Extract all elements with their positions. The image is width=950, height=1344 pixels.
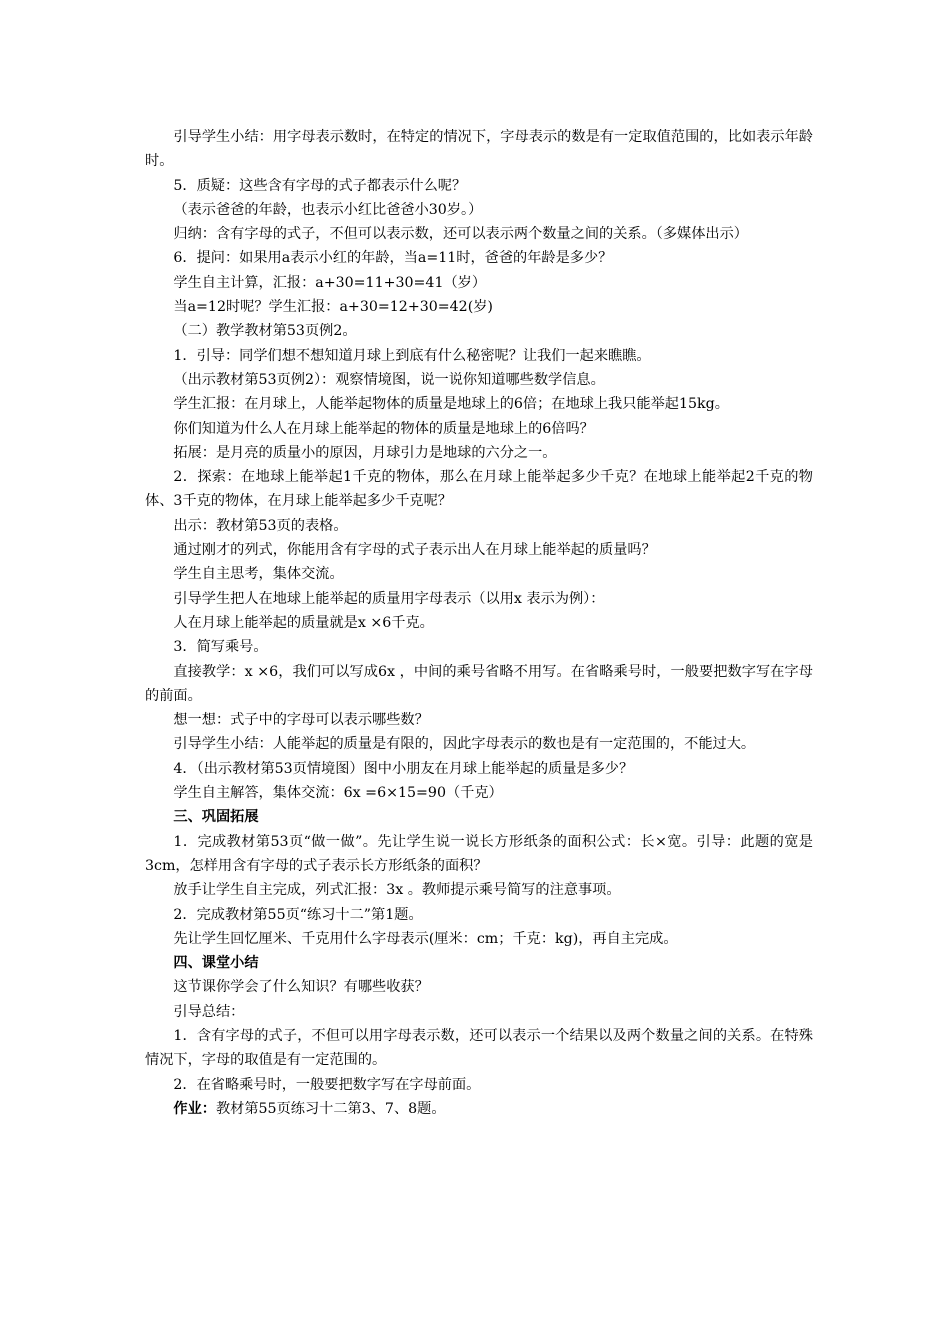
body-paragraph: 学生自主解答，集体交流：6x =6×15=90（千克） [173, 785, 503, 802]
section-heading: 四、课堂小结 [173, 955, 259, 972]
body-paragraph: 学生汇报：在月球上，人能举起物体的质量是地球上的6倍；在地球上我只能举起15kg。 [173, 396, 729, 413]
body-paragraph: （表示爸爸的年龄，也表示小红比爸爸小30岁。） [173, 201, 483, 218]
body-paragraph: 1．引导：同学们想不想知道月球上到底有什么秘密呢？让我们一起来瞧瞧。 [173, 347, 651, 364]
body-paragraph: （出示教材第53页例2）：观察情境图，说一说你知道哪些数学信息。 [173, 371, 605, 388]
body-paragraph: 这节课你学会了什么知识？有哪些收获？ [173, 979, 429, 996]
body-paragraph: 放手让学生自主完成，列式汇报：3x 。教师提示乘号简写的注意事项。 [173, 882, 621, 899]
body-paragraph: 2．在省略乘号时，一般要把数字写在字母前面。 [173, 1076, 481, 1093]
body-paragraph: 3．简写乘号。 [173, 639, 268, 656]
body-paragraph: 拓展：是月亮的质量小的原因，月球引力是地球的六分之一。 [173, 444, 557, 461]
document-body [145, 125, 813, 1097]
body-paragraph: 1．完成教材第53页“做一做”。先让学生说一说长方形纸条的面积公式：长×宽。引导：此题的宽是3cm，怎样用含有字母的式子表示长方形纸条的面积？ [145, 833, 813, 874]
body-paragraph: 当a=12时呢？学生汇报：a+30=12+30=42(岁) [173, 299, 493, 316]
body-paragraph: 1．含有字母的式子，不但可以用字母表示数，还可以表示一个结果以及两个数量之间的关系。在特殊情况下，字母的取值是有一定范围的。 [145, 1027, 813, 1069]
body-paragraph: 引导学生把人在地球上能举起的质量用字母表示（以用x 表示为例）： [173, 590, 605, 607]
body-paragraph: 6．提问：如果用a表示小红的年龄，当a=11时，爸爸的年龄是多少？ [173, 250, 613, 267]
body-paragraph: 直接教学：x ×6，我们可以写成6x ，中间的乘号省略不用写。在省略乘号时，一般要把数字写在字母的前面。 [145, 663, 813, 704]
body-paragraph: 出示：教材第53页的表格。 [173, 517, 348, 534]
body-paragraph: 学生自主思考，集体交流。 [173, 566, 344, 583]
body-paragraph: 人在月球上能举起的质量就是x ×6千克。 [173, 614, 434, 631]
body-paragraph: 想一想：式子中的字母可以表示哪些数？ [173, 712, 429, 729]
body-paragraph: 引导学生小结：用字母表示数时，在特定的情况下，字母表示的数是有一定取值范围的，比如表示年龄时。 [145, 129, 813, 170]
body-paragraph: 2．探索：在地球上能举起1千克的物体，那么在月球上能举起多少千克？在地球上能举起2千克的物体、3千克的物体，在月球上能举起多少千克呢？ [145, 469, 813, 510]
body-paragraph: 2．完成教材第55页“练习十二”第1题。 [173, 906, 423, 923]
section-heading: 三、巩固拓展 [173, 809, 259, 826]
homework-paragraph [145, 1097, 813, 1121]
homework-text: 教材第55页练习十二第3、7、8题。 [215, 1100, 446, 1117]
document-page [145, 125, 813, 1121]
body-paragraph: （二）教学教材第53页例2。 [173, 323, 357, 340]
body-paragraph: 4．（出示教材第53页情境图）图中小朋友在月球上能举起的质量是多少？ [173, 760, 634, 777]
body-paragraph: 先让学生回忆厘米、千克用什么字母表示(厘米：cm；千克：kg)，再自主完成。 [173, 930, 678, 947]
body-paragraph: 通过刚才的列式，你能用含有字母的式子表示出人在月球上能举起的质量吗？ [173, 542, 656, 559]
body-paragraph: 引导学生小结：人能举起的质量是有限的，因此字母表示的数也是有一定范围的，不能过大。 [173, 736, 756, 753]
homework-label: 作业： [173, 1100, 216, 1117]
body-paragraph: 你们知道为什么人在月球上能举起的物体的质量是地球上的6倍吗？ [173, 420, 594, 437]
body-paragraph: 学生自主计算，汇报：a+30=11+30=41（岁） [173, 274, 487, 291]
body-paragraph: 5．质疑：这些含有字母的式子都表示什么呢？ [173, 177, 467, 194]
body-paragraph: 引导总结： [173, 1003, 245, 1020]
body-paragraph: 归纳：含有字母的式子，不但可以表示数，还可以表示两个数量之间的关系。（多媒体出示） [173, 226, 748, 243]
